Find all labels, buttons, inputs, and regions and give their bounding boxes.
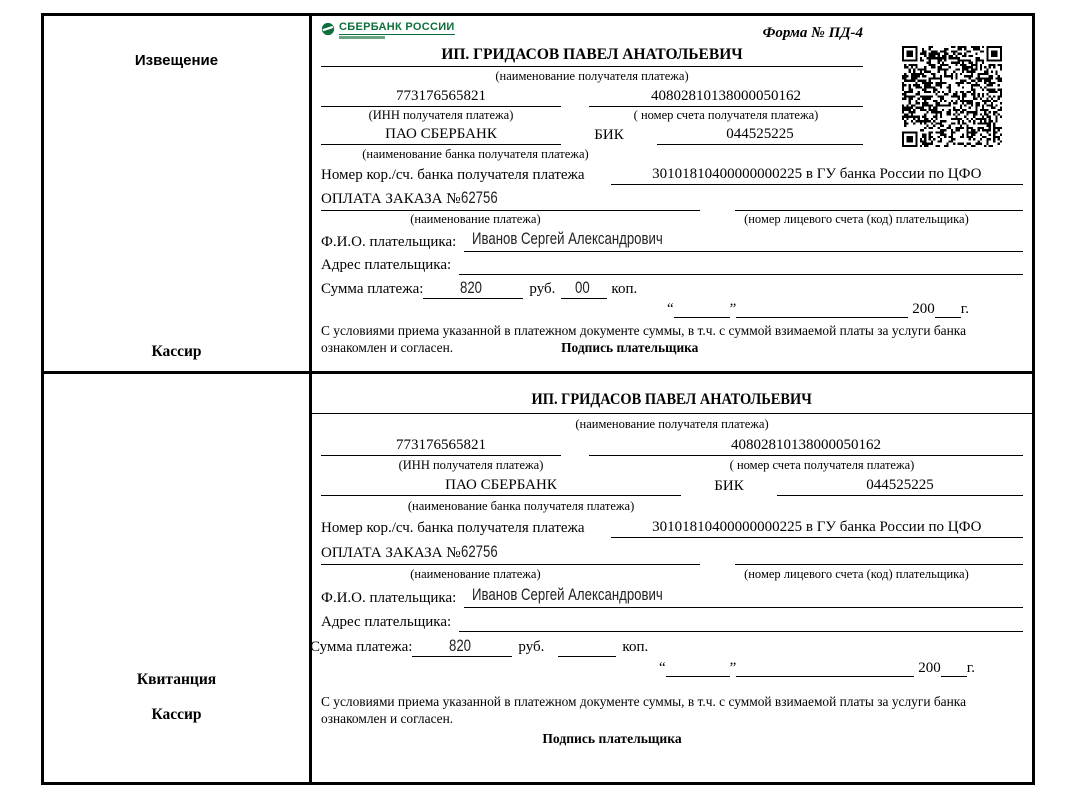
date-year-suffix: г.	[960, 300, 969, 317]
personal-account-line	[735, 209, 1023, 211]
personal-account-label: (номер лицевого счета (код) плательщика)	[744, 212, 969, 227]
account-value: 40802810138000050162	[589, 87, 863, 107]
payment-purpose-2	[321, 543, 700, 565]
purpose-value-2: 62756	[460, 543, 498, 562]
sum-rub-value-2: 820	[448, 637, 471, 656]
notice-section	[44, 16, 1032, 374]
date-line-2	[321, 660, 1023, 677]
sum-label: Сумма платежа:	[321, 280, 424, 297]
stub-title-receipt: Квитанция	[136, 671, 217, 688]
account-label: ( номер счета получателя платежа)	[633, 108, 819, 123]
recipient-name: ИП. ГРИДАСОВ ПАВЕЛ АНАТОЛЬЕВИЧ	[321, 46, 863, 67]
sberbank-logo-icon	[321, 22, 335, 36]
purpose-value: 62756	[460, 189, 498, 208]
signature-label-bottom: Подпись плательщика	[542, 730, 682, 746]
date-year: 200	[912, 300, 935, 317]
recipient-name-2: ИП. ГРИДАСОВ ПАВЕЛ АНАТОЛЬЕВИЧ	[312, 391, 1032, 414]
terms-line1: С условиями приема указанной в платежном документе суммы, в т.ч. с суммой взимаемой платы за услуги банка	[321, 322, 967, 338]
corr-account-label-2: Номер кор./сч. банка получателя платежа	[321, 520, 585, 537]
date-quote-open-2: “	[658, 659, 666, 676]
inn-value-2: 773176565821	[321, 436, 561, 456]
inn-label-2: (ИНН получателя платежа)	[398, 458, 544, 473]
date-quote-open: “	[666, 300, 674, 317]
fio-value: Иванов Сергей Александрович	[472, 230, 664, 249]
date-line	[321, 301, 1023, 318]
date-quote-close: ”	[729, 300, 737, 317]
recipient-name-label: (наименование получателя платежа)	[495, 68, 689, 83]
receipt-stub	[44, 374, 312, 784]
sum-kop-line-2	[558, 639, 616, 657]
personal-account-line-2	[735, 563, 1023, 565]
bank-name: ПАО СБЕРБАНК	[321, 125, 561, 145]
address-line	[459, 273, 1023, 275]
payment-purpose	[321, 189, 700, 211]
sberbank-logo-tagline-bar	[339, 36, 385, 39]
corr-account-value: 30101810400000000225 в ГУ банка России по ЦФО	[611, 165, 1023, 185]
bank-name-2: ПАО СБЕРБАНК	[321, 476, 681, 496]
sum-kop-value: 00	[575, 279, 590, 298]
terms-text-top	[321, 322, 1023, 357]
sum-rub-value: 820	[459, 279, 482, 298]
sum-rub-line-2	[412, 637, 512, 657]
bik-value: 044525225	[657, 125, 863, 145]
terms-text-bottom	[321, 693, 1023, 728]
purpose-label-2: (наименование платежа)	[410, 567, 541, 582]
inn-label: (ИНН получателя платежа)	[368, 108, 514, 123]
stub-cashier-bottom: Кассир	[151, 706, 202, 723]
corr-account-value-2: 30101810400000000225 в ГУ банка России по ЦФО	[611, 518, 1023, 538]
sberbank-logo	[321, 21, 455, 39]
inn-value: 773176565821	[321, 87, 561, 107]
terms-line2-2: ознакомлен и согласен.	[321, 711, 454, 727]
account-label-2: ( номер счета получателя платежа)	[729, 458, 915, 473]
date-year-suffix-2: г.	[966, 659, 975, 676]
address-label: Адрес плательщика:	[321, 257, 452, 274]
bank-name-label-2: (наименование банка получателя платежа)	[407, 499, 635, 514]
bik-value-2: 044525225	[777, 476, 1023, 496]
personal-account-label-2: (номер лицевого счета (код) плательщика)	[744, 567, 969, 582]
fio-label: Ф.И.О. плательщика:	[321, 234, 457, 251]
kop-label: коп.	[611, 280, 638, 297]
rub-label: руб.	[529, 280, 556, 297]
rub-label-2: руб.	[518, 638, 545, 655]
form-code: Форма № ПД-4	[762, 25, 863, 41]
kop-label-2: коп.	[622, 638, 649, 655]
fio-value-2: Иванов Сергей Александрович	[472, 586, 664, 605]
purpose-prefix-2: ОПЛАТА ЗАКАЗА №	[321, 545, 461, 562]
bik-label: БИК	[594, 127, 624, 144]
address-line-2	[459, 630, 1023, 632]
fio-line	[464, 230, 1023, 252]
receipt-section	[44, 374, 1032, 784]
notice-stub	[44, 16, 312, 371]
address-label-2: Адрес плательщика:	[321, 614, 452, 631]
fio-label-2: Ф.И.О. плательщика:	[321, 590, 457, 607]
stub-title-notice: Извещение	[134, 52, 219, 69]
account-value-2: 40802810138000050162	[589, 436, 1023, 456]
sum-label-2: Сумма платежа:	[310, 638, 413, 655]
qr-code	[902, 46, 1002, 147]
sberbank-logo-text: СБЕРБАНК РОССИИ	[339, 21, 455, 35]
recipient-name-label-2: (наименование получателя платежа)	[575, 416, 769, 431]
bank-name-label: (наименование банка получателя платежа)	[362, 147, 589, 162]
signature-label-top: Подпись плательщика	[561, 340, 699, 356]
bik-label-2: БИК	[714, 478, 744, 495]
fio-line-2	[464, 586, 1023, 608]
receipt-form	[312, 374, 1032, 784]
notice-form	[312, 16, 1032, 371]
sum-rub-line	[423, 279, 523, 299]
sum-kop-line	[561, 279, 607, 299]
date-year-2: 200	[918, 659, 941, 676]
date-quote-close-2: ”	[729, 659, 737, 676]
terms-line1-2: С условиями приема указанной в платежном документе суммы, в т.ч. с суммой взимаемой платы за услуги банка	[321, 693, 967, 709]
terms-line2: ознакомлен и согласен.	[321, 340, 454, 356]
stub-cashier-top: Кассир	[151, 343, 202, 360]
purpose-label: (наименование платежа)	[410, 212, 541, 227]
corr-account-label: Номер кор./сч. банка получателя платежа	[321, 167, 585, 184]
payment-form-pd4	[41, 13, 1035, 785]
purpose-prefix: ОПЛАТА ЗАКАЗА №	[321, 191, 461, 208]
